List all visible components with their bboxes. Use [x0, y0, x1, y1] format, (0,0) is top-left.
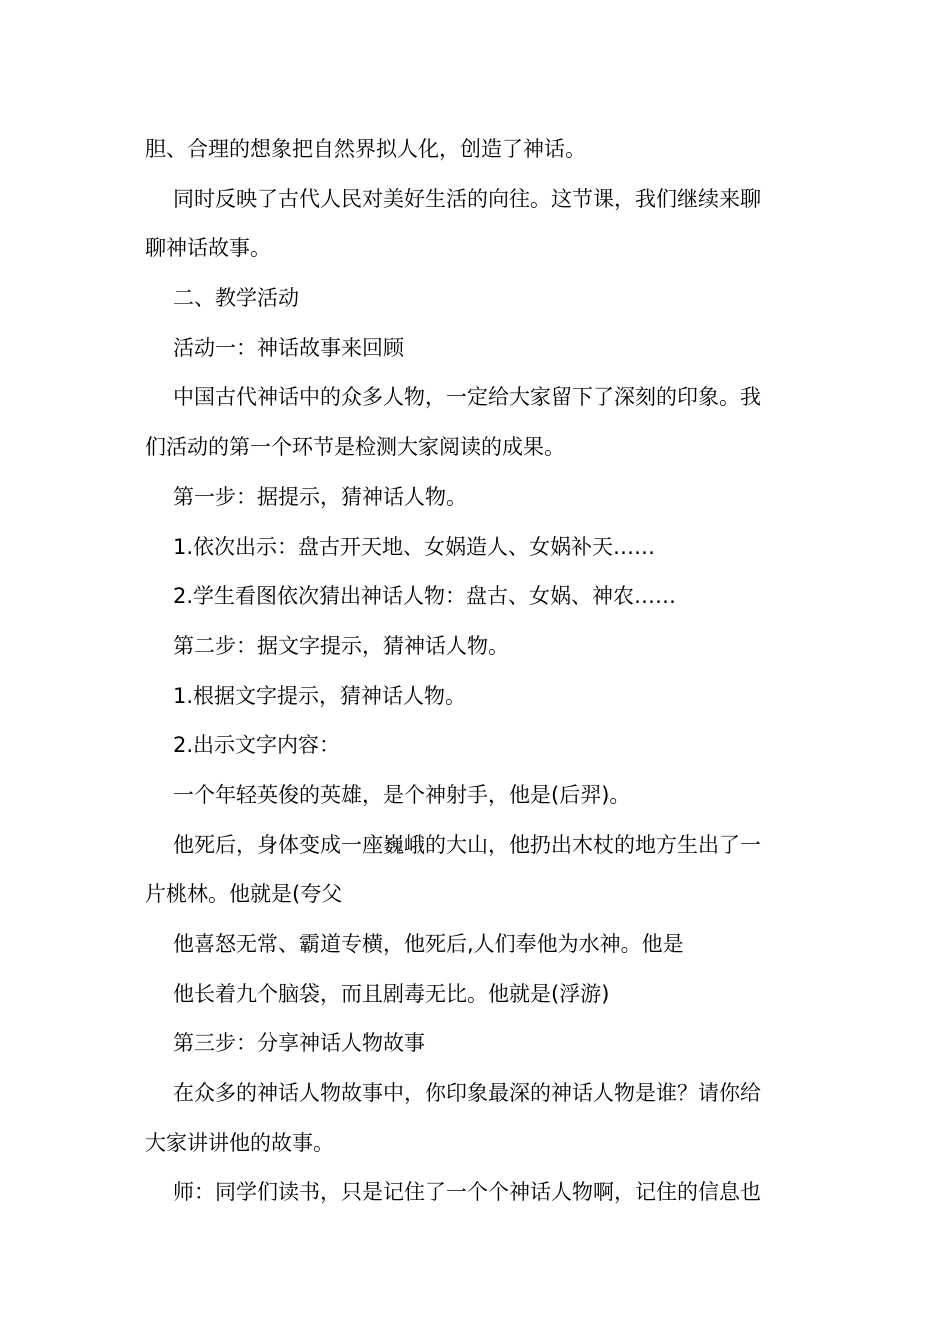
text-line-2: 同时反映了古代人民对美好生活的向往。这节课，我们继续来聊	[173, 186, 761, 211]
text-line-3: 聊神话故事。	[145, 236, 271, 261]
step-heading-1: 第一步：据提示，猜神话人物。	[173, 484, 467, 509]
document-body	[145, 125, 810, 1218]
list-item-1: 1.依次出示：盘古开天地、女娲造人、女娲补天……	[173, 534, 656, 559]
text-line-17: 他喜怒无常、霸道专横，他死后,人们奉他为水神。他是	[173, 932, 684, 956]
text-line-20: 在众多的神话人物故事中，你印象最深的神话人物是谁？请你给	[173, 1081, 761, 1106]
text-line-18: 他长着九个脑袋，而且剧毒无比。他就是(浮游)	[173, 981, 610, 1006]
list-item-4: 2.出示文字内容：	[173, 733, 341, 758]
text-line-21: 大家讲讲他的故事。	[145, 1130, 334, 1155]
text-line-15: 他死后，身体变成一座巍峨的大山，他扔出木杖的地方生出了一	[173, 832, 761, 857]
activity-heading-1: 活动一：神话故事来回顾	[173, 335, 404, 360]
text-line-14: 一个年轻英俊的英雄，是个神射手，他是(后羿)。	[173, 782, 631, 807]
text-line-7: 们活动的第一个环节是检测大家阅读的成果。	[145, 435, 565, 460]
text-line-1: 胆、合理的想象把自然界拟人化，创造了神话。	[145, 137, 586, 161]
text-line-22: 师：同学们读书，只是记住了一个个神话人物啊，记住的信息也	[173, 1180, 761, 1205]
list-item-2: 2.学生看图依次猜出神话人物：盘古、女娲、神农……	[173, 584, 677, 609]
list-item-3: 1.根据文字提示，猜神话人物。	[173, 683, 467, 708]
section-heading-teaching-activities: 二、教学活动	[173, 286, 299, 311]
text-line-6: 中国古代神话中的众多人物，一定给大家留下了深刻的印象。我	[173, 385, 761, 410]
text-line-16: 片桃林。他就是(夸父	[145, 882, 343, 907]
step-heading-3: 第三步：分享神话人物故事	[173, 1031, 425, 1056]
step-heading-2: 第二步：据文字提示，猜神话人物。	[173, 633, 509, 658]
